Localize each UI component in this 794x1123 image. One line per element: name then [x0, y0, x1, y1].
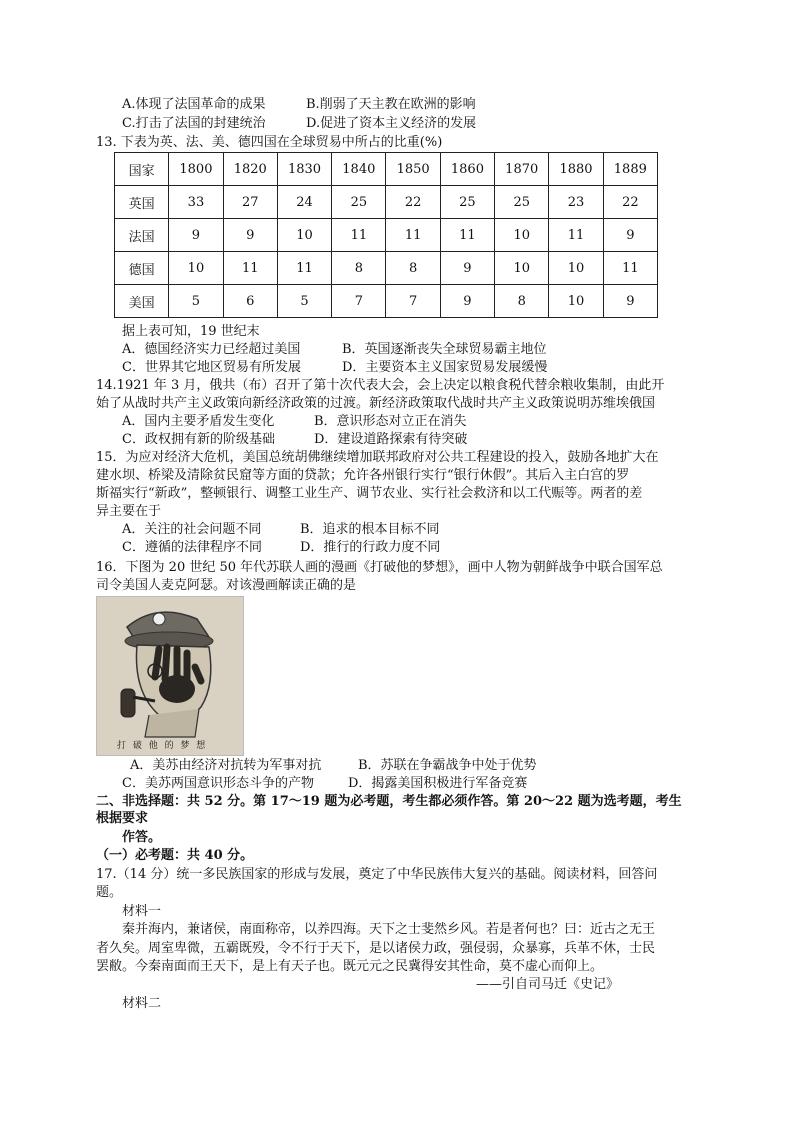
table-cell: 德国: [115, 252, 169, 285]
q13-stem: 13. 下表为英、法、美、德四国在全球贸易中所占的比重(%): [96, 135, 443, 150]
q12-option-d: D.促进了资本主义经济的发展: [306, 116, 477, 131]
q17-stem-cont: 题。: [96, 885, 123, 900]
q15-line-2: 建水坝、桥梁及清除贫民窟等方面的贷款；允许各州银行实行“银行休假”。其后入主白宫的罗: [96, 468, 630, 483]
table-cell: 24: [277, 186, 331, 219]
table-header-cell: 1830: [277, 153, 331, 186]
table-cell: 10: [169, 252, 223, 285]
table-cell: 9: [603, 219, 657, 252]
table-cell: 25: [440, 186, 494, 219]
material1-line: 者久矣。周室卑微，五霸既殁，令不行于天下，是以诸侯力政，强侵弱，众暴寡，兵革不休，士民: [96, 941, 656, 956]
q15-option-a: A．关注的社会问题不同: [122, 522, 262, 537]
table-row: [115, 186, 658, 219]
cartoon-drawing: [97, 597, 243, 755]
q15-option-c: C．遵循的法律程序不同: [122, 540, 262, 555]
table-cell: 10: [495, 252, 549, 285]
table-cell: 11: [332, 219, 386, 252]
q16-line-2: 司令美国人麦克阿瑟。对该漫画解读正确的是: [96, 578, 357, 593]
table-cell: 11: [277, 252, 331, 285]
table-header-cell: 1800: [169, 153, 223, 186]
q16-line-1: 16．下图为 20 世纪 50 年代苏联人画的漫画《打破他的梦想》，画中人物为朝鲜战争中联合国军总: [96, 560, 663, 575]
table-header-cell: 国家: [115, 153, 169, 186]
q12-option-b: B.削弱了天主教在欧洲的影响: [306, 97, 476, 112]
section2-heading: 二、非选择题：共 52 分。第 17～19 题为必考题，考生都必须作答。第 20～22 题为选考题，考生: [96, 794, 682, 809]
table-cell: 11: [549, 219, 603, 252]
table-cell: 5: [169, 285, 223, 318]
material2-label: 材料二: [122, 996, 162, 1011]
table-row: [115, 252, 658, 285]
table-cell: 8: [386, 252, 440, 285]
table-row: [115, 285, 658, 318]
q13-lead: 据上表可知，19 世纪末: [122, 324, 260, 339]
material1-label: 材料一: [122, 904, 162, 919]
table-cell: 22: [603, 186, 657, 219]
q13-option-c: C．世界其它地区贸易有所发展: [122, 360, 301, 375]
q16-option-c: C．美苏两国意识形态斗争的产物: [122, 776, 314, 791]
q13-option-b: B．英国逐渐丧失全球贸易霸主地位: [342, 342, 547, 357]
q13-option-a: A．德国经济实力已经超过美国: [122, 342, 301, 357]
table-cell: 6: [223, 285, 277, 318]
table-cell: 美国: [115, 285, 169, 318]
q15-line-4: 异主要在于: [96, 504, 162, 519]
cartoon-caption: 打 破 他 的 梦 想: [117, 741, 208, 751]
table-cell: 9: [440, 285, 494, 318]
q16-option-a: A．美苏由经济对抗转为军事对抗: [130, 758, 322, 773]
table-cell: 11: [603, 252, 657, 285]
q14-option-a: A．国内主要矛盾发生变化: [122, 414, 275, 429]
q14-line-2: 始了从战时共产主义政策向新经济政策的过渡。新经济政策取代战时共产主义政策说明苏维埃俄国: [96, 396, 656, 411]
table-cell: 25: [495, 186, 549, 219]
q12-option-a: A.体现了法国革命的成果: [122, 97, 266, 112]
table-header-cell: 1840: [332, 153, 386, 186]
q14-line-1: 14.1921 年 3 月，俄共（布）召开了第十次代表大会，会上决定以粮食税代替余粮收集制，由此开: [96, 378, 665, 393]
table-cell: 9: [223, 219, 277, 252]
trade-share-table: [114, 152, 658, 318]
table-header-cell: 1860: [440, 153, 494, 186]
q17-stem: 17.（14 分）统一多民族国家的形成与发展，奠定了中华民族伟大复兴的基础。阅读材料，回答问: [96, 867, 658, 882]
table-cell: 9: [440, 252, 494, 285]
table-header-cell: 1850: [386, 153, 440, 186]
material1-line: 秦并海内，兼诸侯，南面称帝，以养四海。天下之士斐然乡风。若是者何也？曰：近古之无王: [122, 922, 656, 937]
table-cell: 8: [332, 252, 386, 285]
table-cell: 11: [440, 219, 494, 252]
table-cell: 10: [549, 285, 603, 318]
table-cell: 8: [495, 285, 549, 318]
table-cell: 10: [495, 219, 549, 252]
table-cell: 法国: [115, 219, 169, 252]
table-header-cell: 1870: [495, 153, 549, 186]
table-cell: 7: [332, 285, 386, 318]
section2-heading-cont: 根据要求: [96, 811, 149, 826]
table-cell: 27: [223, 186, 277, 219]
table-row: [115, 219, 658, 252]
table-cell: 33: [169, 186, 223, 219]
q15-option-b: B．追求的根本目标不同: [300, 522, 440, 537]
table-cell: 9: [603, 285, 657, 318]
material1-source: ——引自司马迁《史记》: [476, 977, 620, 992]
table-cell: 7: [386, 285, 440, 318]
table-cell: 23: [549, 186, 603, 219]
table-header-cell: 1889: [603, 153, 657, 186]
q14-option-d: D．建设道路探索有待突破: [314, 432, 468, 447]
table-cell: 22: [386, 186, 440, 219]
table-cell: 11: [223, 252, 277, 285]
table-cell: 11: [386, 219, 440, 252]
q15-option-d: D．推行的行政力度不同: [300, 540, 441, 555]
table-cell: 英国: [115, 186, 169, 219]
table-cell: 5: [277, 285, 331, 318]
q16-option-b: B．苏联在争霸战争中处于优势: [358, 758, 537, 773]
table-cell: 10: [277, 219, 331, 252]
q15-line-1: 15．为应对经济大危机，美国总统胡佛继续增加联邦政府对公共工程建设的投入，鼓励各地扩大在: [96, 450, 659, 465]
table-header-cell: 1880: [549, 153, 603, 186]
q16-option-d: D．揭露美国积极进行军备竞赛: [348, 776, 528, 791]
table-header-cell: 1820: [223, 153, 277, 186]
q14-option-c: C．政权拥有新的阶级基础: [122, 432, 275, 447]
section2-subheading: （一）必考题：共 40 分。: [96, 848, 254, 863]
q13-option-d: D．主要资本主义国家贸易发展缓慢: [342, 360, 548, 375]
q12-option-c: C.打击了法国的封建统治: [122, 116, 266, 131]
section2-heading-end: 作答。: [122, 830, 162, 845]
table-cell: 25: [332, 186, 386, 219]
material1-line: 罢敝。今秦南面而王天下，是上有天子也。既元元之民冀得安其性命，莫不虚心而仰上。: [96, 959, 604, 974]
cartoon-image: [96, 596, 244, 756]
table-cell: 10: [549, 252, 603, 285]
q15-line-3: 斯福实行“新政”，整顿银行、调整工业生产、调节农业、实行社会救济和以工代赈等。两者的差: [96, 486, 643, 501]
table-header-row: [115, 153, 658, 186]
table-cell: 9: [169, 219, 223, 252]
q14-option-b: B．意识形态对立正在消失: [314, 414, 467, 429]
